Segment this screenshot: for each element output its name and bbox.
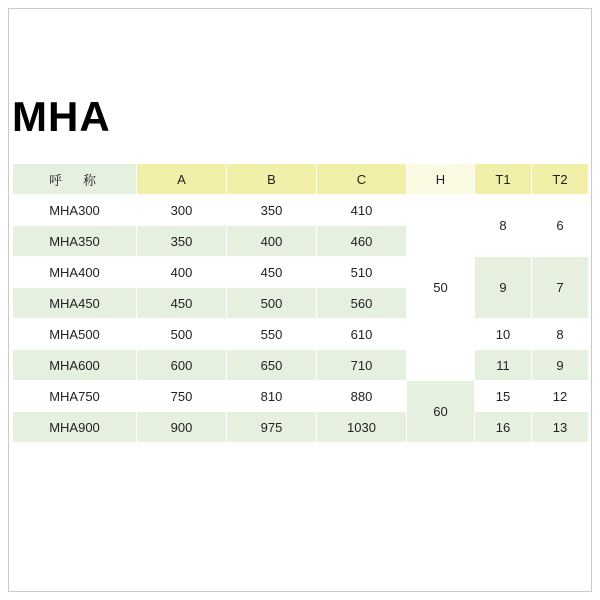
table-body bbox=[13, 195, 589, 443]
column-header-c: C bbox=[317, 164, 407, 195]
cell-b: 810 bbox=[227, 381, 317, 412]
cell-h-50: 50 bbox=[407, 195, 475, 381]
cell-name: MHA750 bbox=[13, 381, 137, 412]
cell-t2-7: 7 bbox=[532, 257, 589, 319]
cell-name: MHA450 bbox=[13, 288, 137, 319]
cell-t2: 12 bbox=[532, 381, 589, 412]
cell-t1-8: 8 bbox=[475, 195, 532, 257]
cell-c: 710 bbox=[317, 350, 407, 381]
cell-c: 460 bbox=[317, 226, 407, 257]
table-header-row bbox=[13, 164, 589, 195]
cell-a: 450 bbox=[137, 288, 227, 319]
spec-table-container bbox=[12, 163, 588, 443]
cell-c: 410 bbox=[317, 195, 407, 226]
cell-a: 350 bbox=[137, 226, 227, 257]
table-row bbox=[13, 381, 589, 412]
cell-name: MHA400 bbox=[13, 257, 137, 288]
cell-a: 400 bbox=[137, 257, 227, 288]
cell-t1: 15 bbox=[475, 381, 532, 412]
cell-c: 1030 bbox=[317, 412, 407, 443]
column-header-t2: T2 bbox=[532, 164, 589, 195]
cell-t1: 11 bbox=[475, 350, 532, 381]
column-header-t1: T1 bbox=[475, 164, 532, 195]
cell-t2: 13 bbox=[532, 412, 589, 443]
cell-a: 750 bbox=[137, 381, 227, 412]
cell-b: 450 bbox=[227, 257, 317, 288]
table-row bbox=[13, 195, 589, 226]
cell-b: 975 bbox=[227, 412, 317, 443]
table-row bbox=[13, 319, 589, 350]
table-row bbox=[13, 350, 589, 381]
cell-b: 350 bbox=[227, 195, 317, 226]
cell-t1: 16 bbox=[475, 412, 532, 443]
cell-c: 610 bbox=[317, 319, 407, 350]
column-header-a: A bbox=[137, 164, 227, 195]
cell-t1: 10 bbox=[475, 319, 532, 350]
table-row bbox=[13, 412, 589, 443]
specification-table bbox=[12, 163, 589, 443]
cell-a: 900 bbox=[137, 412, 227, 443]
cell-a: 300 bbox=[137, 195, 227, 226]
page-title: MHA bbox=[12, 93, 111, 140]
cell-a: 600 bbox=[137, 350, 227, 381]
cell-name: MHA900 bbox=[13, 412, 137, 443]
cell-t2: 8 bbox=[532, 319, 589, 350]
cell-b: 400 bbox=[227, 226, 317, 257]
cell-name: MHA600 bbox=[13, 350, 137, 381]
cell-t2-6: 6 bbox=[532, 195, 589, 257]
column-header-h: H bbox=[407, 164, 475, 195]
table-header bbox=[13, 164, 589, 195]
column-header-name: 呼 称 bbox=[13, 164, 137, 195]
cell-h-60: 60 bbox=[407, 381, 475, 443]
cell-name: MHA350 bbox=[13, 226, 137, 257]
cell-c: 560 bbox=[317, 288, 407, 319]
cell-t1-9: 9 bbox=[475, 257, 532, 319]
cell-b: 650 bbox=[227, 350, 317, 381]
cell-t2: 9 bbox=[532, 350, 589, 381]
cell-a: 500 bbox=[137, 319, 227, 350]
cell-name: MHA300 bbox=[13, 195, 137, 226]
cell-b: 550 bbox=[227, 319, 317, 350]
cell-c: 880 bbox=[317, 381, 407, 412]
table-row bbox=[13, 257, 589, 288]
cell-c: 510 bbox=[317, 257, 407, 288]
column-header-b: B bbox=[227, 164, 317, 195]
cell-name: MHA500 bbox=[13, 319, 137, 350]
cell-b: 500 bbox=[227, 288, 317, 319]
